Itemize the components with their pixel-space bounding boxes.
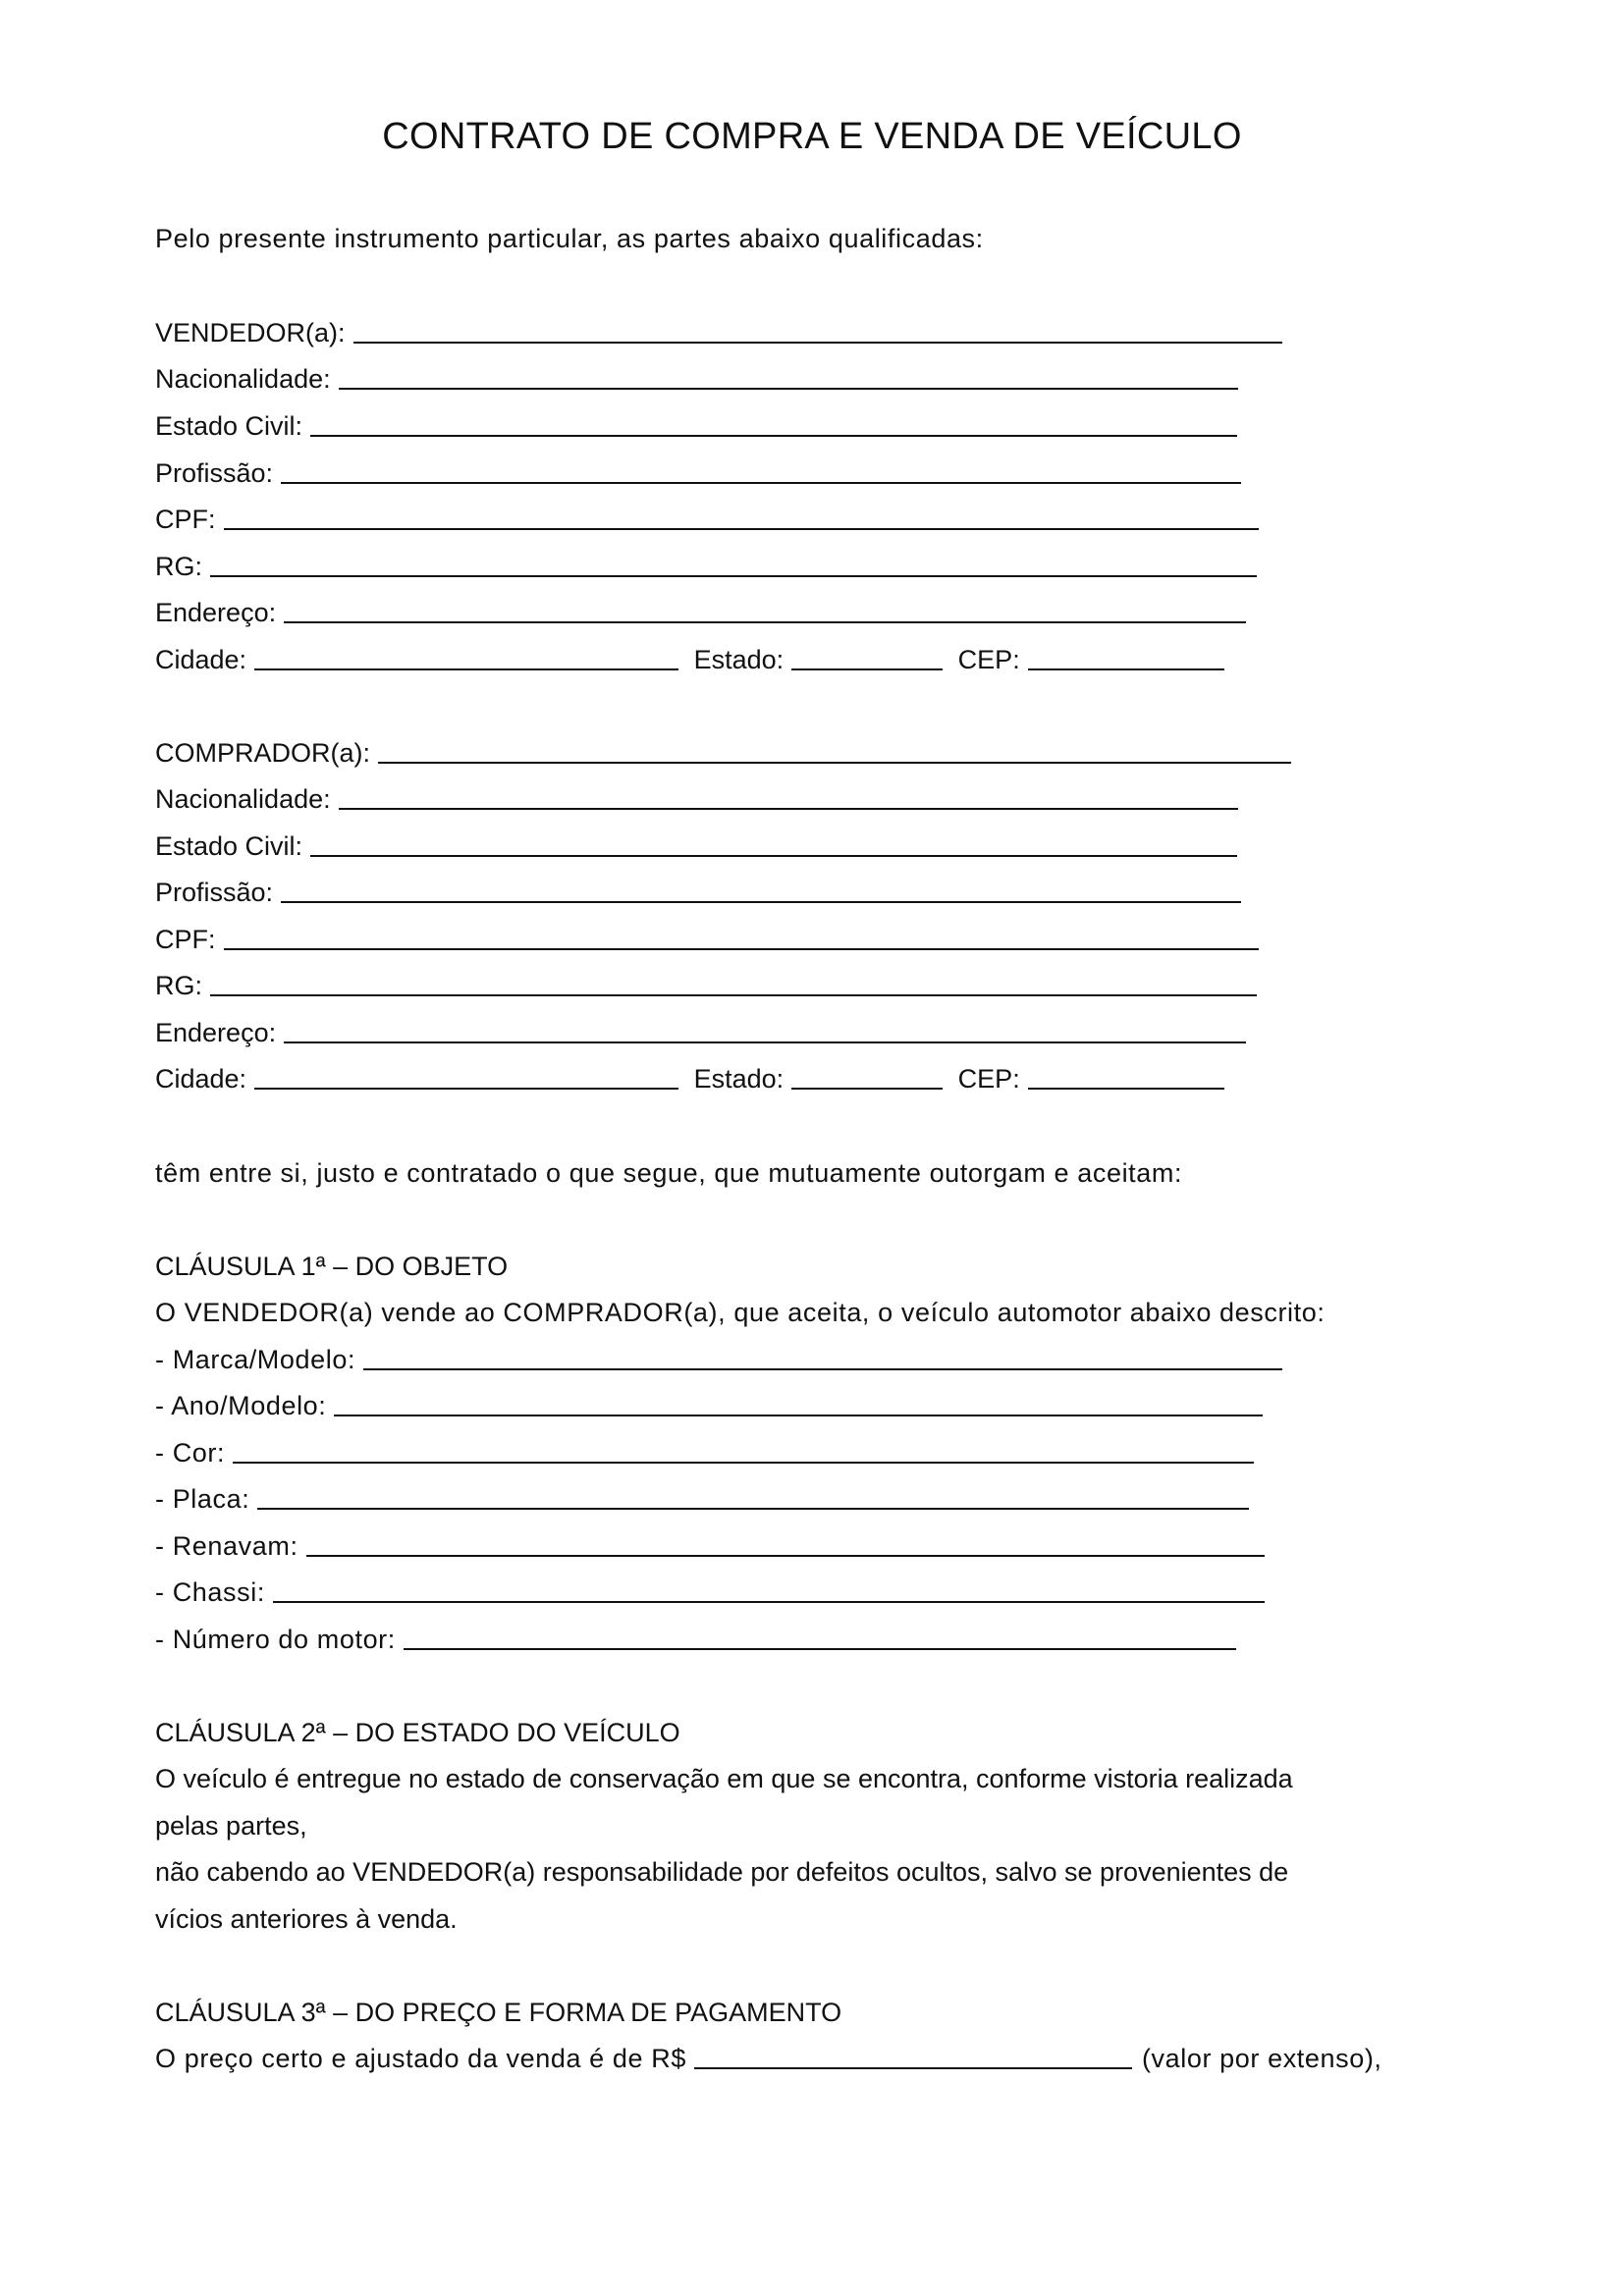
comprador-estado-field[interactable] <box>694 1062 944 1095</box>
comprador-rg-label: RG: <box>155 971 203 1000</box>
comprador-cidade-blank[interactable] <box>254 1064 678 1090</box>
marca-modelo-field[interactable] <box>155 1343 1282 1376</box>
vendedor-endereco-label: Endereço: <box>155 598 277 627</box>
vendedor-cidade-label: Cidade: <box>155 645 247 674</box>
comprador-cpf-blank[interactable] <box>224 925 1259 950</box>
renavam-field[interactable] <box>155 1529 1265 1563</box>
comprador-rg-field[interactable] <box>155 969 1257 1002</box>
cor-label: - Cor: <box>155 1438 226 1468</box>
cor-field[interactable] <box>155 1436 1254 1469</box>
intro-text: Pelo presente instrumento particular, as partes abaixo qualificadas: <box>155 224 984 253</box>
clausula2-line1: O veículo é entregue no estado de conservação em que se encontra, conforme vistoria realizada <box>155 1764 1293 1793</box>
comprador-rg-blank[interactable] <box>210 971 1257 996</box>
comprador-cep-label: CEP: <box>957 1064 1020 1094</box>
clausula1-text: O VENDEDOR(a) vende ao COMPRADOR(a), que aceita, o veículo automotor abaixo descrito: <box>155 1298 1326 1327</box>
clausula1-heading: CLÁUSULA 1ª – DO OBJETO <box>155 1252 509 1281</box>
cor-blank[interactable] <box>233 1438 1254 1464</box>
vendedor-endereco-field[interactable] <box>155 596 1246 629</box>
agreement-text: têm entre si, justo e contratado o que segue, que mutuamente outorgam e aceitam: <box>155 1158 1183 1188</box>
vendedor-estado-blank[interactable] <box>791 645 943 670</box>
comprador-endereco-blank[interactable] <box>284 1018 1246 1043</box>
comprador-profissao-field[interactable] <box>155 876 1241 909</box>
comprador-estado-civil-field[interactable] <box>155 829 1237 863</box>
vendedor-nacionalidade-label: Nacionalidade: <box>155 364 331 394</box>
comprador-cidade-row <box>155 1062 1232 1095</box>
comprador-endereco-field[interactable] <box>155 1016 1246 1049</box>
clausula2-heading: CLÁUSULA 2ª – DO ESTADO DO VEÍCULO <box>155 1718 680 1747</box>
clausula2-line2: pelas partes, <box>155 1811 307 1841</box>
comprador-name-field[interactable] <box>155 736 1291 770</box>
comprador-label: COMPRADOR(a): <box>155 738 371 768</box>
numero-motor-label: - Número do motor: <box>155 1625 396 1654</box>
vendedor-rg-label: RG: <box>155 552 203 581</box>
ano-modelo-label: - Ano/Modelo: <box>155 1391 327 1420</box>
ano-modelo-blank[interactable] <box>334 1391 1263 1416</box>
vendedor-profissao-field[interactable] <box>155 456 1241 490</box>
vendedor-estado-civil-field[interactable] <box>155 409 1237 443</box>
numero-motor-blank[interactable] <box>404 1625 1236 1650</box>
renavam-blank[interactable] <box>306 1531 1265 1557</box>
vendedor-name-blank[interactable] <box>353 318 1282 344</box>
vendedor-cidade-row <box>155 643 1232 676</box>
comprador-estado-civil-blank[interactable] <box>310 831 1237 857</box>
comprador-estado-civil-label: Estado Civil: <box>155 831 303 861</box>
comprador-estado-label: Estado: <box>693 1064 785 1094</box>
vendedor-estado-field[interactable] <box>694 643 944 676</box>
price-prefix: O preço certo e ajustado da venda é de R$ <box>155 2044 686 2073</box>
comprador-name-blank[interactable] <box>378 738 1291 764</box>
clausula2-line3: não cabendo ao VENDEDOR(a) responsabilidade por defeitos ocultos, salvo se provenientes de <box>155 1857 1289 1887</box>
comprador-profissao-label: Profissão: <box>155 878 274 907</box>
vendedor-endereco-blank[interactable] <box>284 598 1246 623</box>
renavam-label: - Renavam: <box>155 1531 298 1561</box>
marca-modelo-label: - Marca/Modelo: <box>155 1345 356 1374</box>
document-title: CONTRATO DE COMPRA E VENDA DE VEÍCULO <box>382 116 1242 157</box>
comprador-endereco-label: Endereço: <box>155 1018 277 1047</box>
chassi-label: - Chassi: <box>155 1577 265 1607</box>
vendedor-rg-field[interactable] <box>155 550 1257 583</box>
comprador-cpf-label: CPF: <box>155 925 216 954</box>
numero-motor-field[interactable] <box>155 1623 1236 1656</box>
marca-modelo-blank[interactable] <box>363 1345 1282 1370</box>
vendedor-cep-blank[interactable] <box>1028 645 1224 670</box>
comprador-cidade-field[interactable] <box>155 1062 678 1095</box>
vendedor-estado-civil-blank[interactable] <box>310 411 1237 437</box>
comprador-cidade-label: Cidade: <box>155 1064 247 1094</box>
price-blank[interactable] <box>694 2044 1132 2069</box>
vendedor-cpf-blank[interactable] <box>224 505 1259 530</box>
placa-field[interactable] <box>155 1482 1249 1516</box>
comprador-cep-field[interactable] <box>958 1062 1224 1095</box>
clausula3-heading: CLÁUSULA 3ª – DO PREÇO E FORMA DE PAGAMENTO <box>155 1998 842 2027</box>
comprador-cep-blank[interactable] <box>1028 1064 1224 1090</box>
vendedor-estado-civil-label: Estado Civil: <box>155 411 303 441</box>
vendedor-label: VENDEDOR(a): <box>155 318 346 347</box>
vendedor-cpf-label: CPF: <box>155 505 216 534</box>
vendedor-cep-field[interactable] <box>958 643 1224 676</box>
comprador-profissao-blank[interactable] <box>281 878 1241 903</box>
placa-label: - Placa: <box>155 1484 250 1514</box>
vendedor-cep-label: CEP: <box>957 645 1020 674</box>
vendedor-nacionalidade-blank[interactable] <box>339 364 1238 390</box>
clausula2-line4: vícios anteriores à venda. <box>155 1904 458 1934</box>
vendedor-estado-label: Estado: <box>693 645 785 674</box>
placa-blank[interactable] <box>257 1484 1249 1510</box>
vendedor-profissao-blank[interactable] <box>281 458 1241 484</box>
comprador-estado-blank[interactable] <box>791 1064 943 1090</box>
price-field[interactable] <box>155 2042 1382 2075</box>
vendedor-name-field[interactable] <box>155 316 1282 349</box>
vendedor-nacionalidade-field[interactable] <box>155 362 1238 396</box>
vendedor-cidade-blank[interactable] <box>254 645 678 670</box>
chassi-field[interactable] <box>155 1575 1265 1609</box>
comprador-nacionalidade-field[interactable] <box>155 782 1238 816</box>
vendedor-cidade-field[interactable] <box>155 643 678 676</box>
ano-modelo-field[interactable] <box>155 1389 1263 1422</box>
comprador-nacionalidade-label: Nacionalidade: <box>155 784 331 814</box>
vendedor-cpf-field[interactable] <box>155 503 1259 536</box>
chassi-blank[interactable] <box>273 1577 1265 1603</box>
price-suffix: (valor por extenso), <box>1141 2044 1382 2073</box>
comprador-cpf-field[interactable] <box>155 923 1259 956</box>
vendedor-rg-blank[interactable] <box>210 552 1257 577</box>
vendedor-profissao-label: Profissão: <box>155 458 274 488</box>
comprador-nacionalidade-blank[interactable] <box>339 784 1238 810</box>
